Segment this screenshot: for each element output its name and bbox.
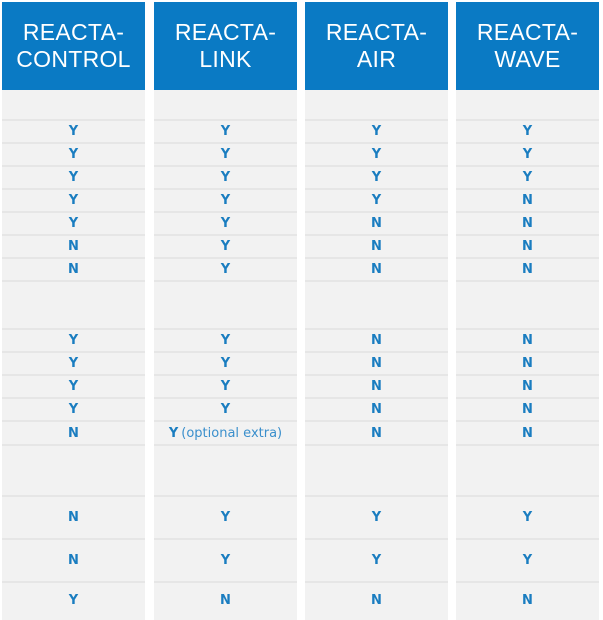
availability-value: Y <box>371 147 382 162</box>
table-cell <box>305 374 448 397</box>
availability-value: N <box>371 379 382 394</box>
availability-value: Y <box>522 510 533 525</box>
table-cell <box>154 581 297 618</box>
table-cell <box>456 538 599 581</box>
availability-value: N <box>522 356 533 371</box>
availability-value: Y <box>220 239 231 254</box>
section-spacer <box>456 280 599 328</box>
table-cell <box>2 397 145 420</box>
table-cell <box>456 374 599 397</box>
column-header <box>456 2 599 90</box>
header-line-2: LINK <box>199 46 252 72</box>
table-cell <box>2 328 145 351</box>
availability-value: N <box>522 425 533 441</box>
availability-value: N <box>68 425 79 441</box>
availability-value: N <box>522 262 533 277</box>
section-spacer <box>305 280 448 328</box>
table-cell <box>2 142 145 165</box>
availability-value: N <box>371 262 382 277</box>
table-cell <box>305 420 448 444</box>
table-cell <box>456 188 599 211</box>
availability-value: Y <box>220 553 231 568</box>
table-cell <box>305 234 448 257</box>
column-header <box>305 2 448 90</box>
availability-value: Y <box>68 147 79 162</box>
table-cell <box>154 374 297 397</box>
header-line-1: REACTA- <box>325 19 428 45</box>
availability-value: N <box>68 553 79 568</box>
availability-value: Y <box>68 124 79 139</box>
table-cell <box>456 257 599 280</box>
table-cell <box>305 495 448 538</box>
table-cell <box>305 397 448 420</box>
availability-value: Y <box>371 193 382 208</box>
table-cell <box>2 374 145 397</box>
table-cell <box>154 188 297 211</box>
section-spacer <box>456 444 599 495</box>
header-line-2: CONTROL <box>16 46 131 72</box>
availability-value: Y <box>68 379 79 394</box>
availability-value: N <box>371 402 382 417</box>
availability-value: Y <box>371 553 382 568</box>
table-cell <box>456 351 599 374</box>
availability-value: N <box>220 593 231 608</box>
table-cell <box>2 538 145 581</box>
availability-value: Y <box>220 333 231 348</box>
table-cell <box>154 119 297 142</box>
table-cell <box>456 165 599 188</box>
product-column-wave <box>456 2 599 620</box>
product-column-link <box>154 2 297 620</box>
product-column-control <box>2 2 145 620</box>
table-cell <box>154 211 297 234</box>
table-cell <box>305 351 448 374</box>
table-cell <box>305 119 448 142</box>
availability-value: N <box>522 239 533 254</box>
availability-value: N <box>68 239 79 254</box>
availability-value: Y <box>68 356 79 371</box>
table-cell <box>456 142 599 165</box>
availability-value: N <box>522 593 533 608</box>
section-spacer <box>154 444 297 495</box>
table-cell <box>305 581 448 618</box>
availability-value: Y <box>220 356 231 371</box>
availability-value: N <box>522 379 533 394</box>
table-cell <box>2 581 145 618</box>
availability-value: Y <box>168 425 179 441</box>
table-cell <box>154 538 297 581</box>
table-cell <box>2 351 145 374</box>
table-cell <box>456 119 599 142</box>
table-cell <box>305 165 448 188</box>
availability-value: Y <box>68 216 79 231</box>
table-cell <box>456 420 599 444</box>
table-cell <box>2 165 145 188</box>
table-cell <box>154 351 297 374</box>
availability-value: N <box>522 216 533 231</box>
table-cell <box>2 188 145 211</box>
availability-value: N <box>522 402 533 417</box>
availability-value: N <box>371 593 382 608</box>
availability-value: Y <box>522 170 533 185</box>
optional-extra-note: (optional extra) <box>181 425 283 441</box>
availability-value: N <box>371 216 382 231</box>
section-spacer <box>2 280 145 328</box>
header-line-2: WAVE <box>494 46 561 72</box>
section-spacer <box>2 90 145 121</box>
table-cell <box>2 234 145 257</box>
table-cell <box>154 420 297 444</box>
availability-value: Y <box>220 147 231 162</box>
table-cell <box>305 257 448 280</box>
availability-value: Y <box>68 402 79 417</box>
column-header <box>2 2 145 90</box>
table-cell <box>2 257 145 280</box>
availability-value: Y <box>220 510 231 525</box>
table-cell <box>2 211 145 234</box>
availability-value: Y <box>371 510 382 525</box>
availability-value: Y <box>220 170 231 185</box>
table-cell <box>305 211 448 234</box>
table-cell <box>456 234 599 257</box>
table-cell <box>456 581 599 618</box>
table-cell <box>2 420 145 444</box>
table-cell <box>456 328 599 351</box>
availability-value: Y <box>220 262 231 277</box>
section-spacer <box>154 280 297 328</box>
availability-value: N <box>68 262 79 277</box>
availability-value: Y <box>220 193 231 208</box>
header-line-1: REACTA- <box>22 19 125 45</box>
availability-value: Y <box>522 124 533 139</box>
availability-value: Y <box>371 170 382 185</box>
table-cell <box>456 397 599 420</box>
availability-value: N <box>371 425 382 441</box>
table-cell <box>305 142 448 165</box>
table-cell <box>305 188 448 211</box>
availability-value: N <box>371 239 382 254</box>
availability-value: Y <box>220 402 231 417</box>
table-cell <box>456 211 599 234</box>
table-cell <box>154 495 297 538</box>
availability-value: Y <box>68 193 79 208</box>
section-spacer <box>305 90 448 121</box>
availability-value: Y <box>522 147 533 162</box>
availability-value: N <box>371 356 382 371</box>
section-spacer <box>154 90 297 121</box>
availability-value: N <box>371 333 382 348</box>
header-line-1: REACTA- <box>476 19 579 45</box>
availability-value: Y <box>68 333 79 348</box>
availability-value: Y <box>68 170 79 185</box>
table-cell <box>154 328 297 351</box>
section-spacer <box>2 444 145 495</box>
availability-value: N <box>522 333 533 348</box>
table-cell <box>305 538 448 581</box>
table-cell <box>2 119 145 142</box>
availability-value: Y <box>220 124 231 139</box>
table-cell <box>154 257 297 280</box>
section-spacer <box>456 90 599 121</box>
table-cell <box>154 165 297 188</box>
availability-value: Y <box>68 593 79 608</box>
table-cell <box>154 234 297 257</box>
availability-value: Y <box>522 553 533 568</box>
section-spacer <box>305 444 448 495</box>
column-header <box>154 2 297 90</box>
table-cell <box>305 328 448 351</box>
availability-value: N <box>68 510 79 525</box>
availability-value: Y <box>371 124 382 139</box>
table-cell <box>2 495 145 538</box>
table-cell <box>154 397 297 420</box>
product-column-air <box>305 2 448 620</box>
header-line-2: AIR <box>356 46 397 72</box>
header-line-1: REACTA- <box>174 19 277 45</box>
availability-value: Y <box>220 379 231 394</box>
availability-value: N <box>522 193 533 208</box>
table-cell <box>456 495 599 538</box>
table-cell <box>154 142 297 165</box>
availability-value: Y <box>220 216 231 231</box>
